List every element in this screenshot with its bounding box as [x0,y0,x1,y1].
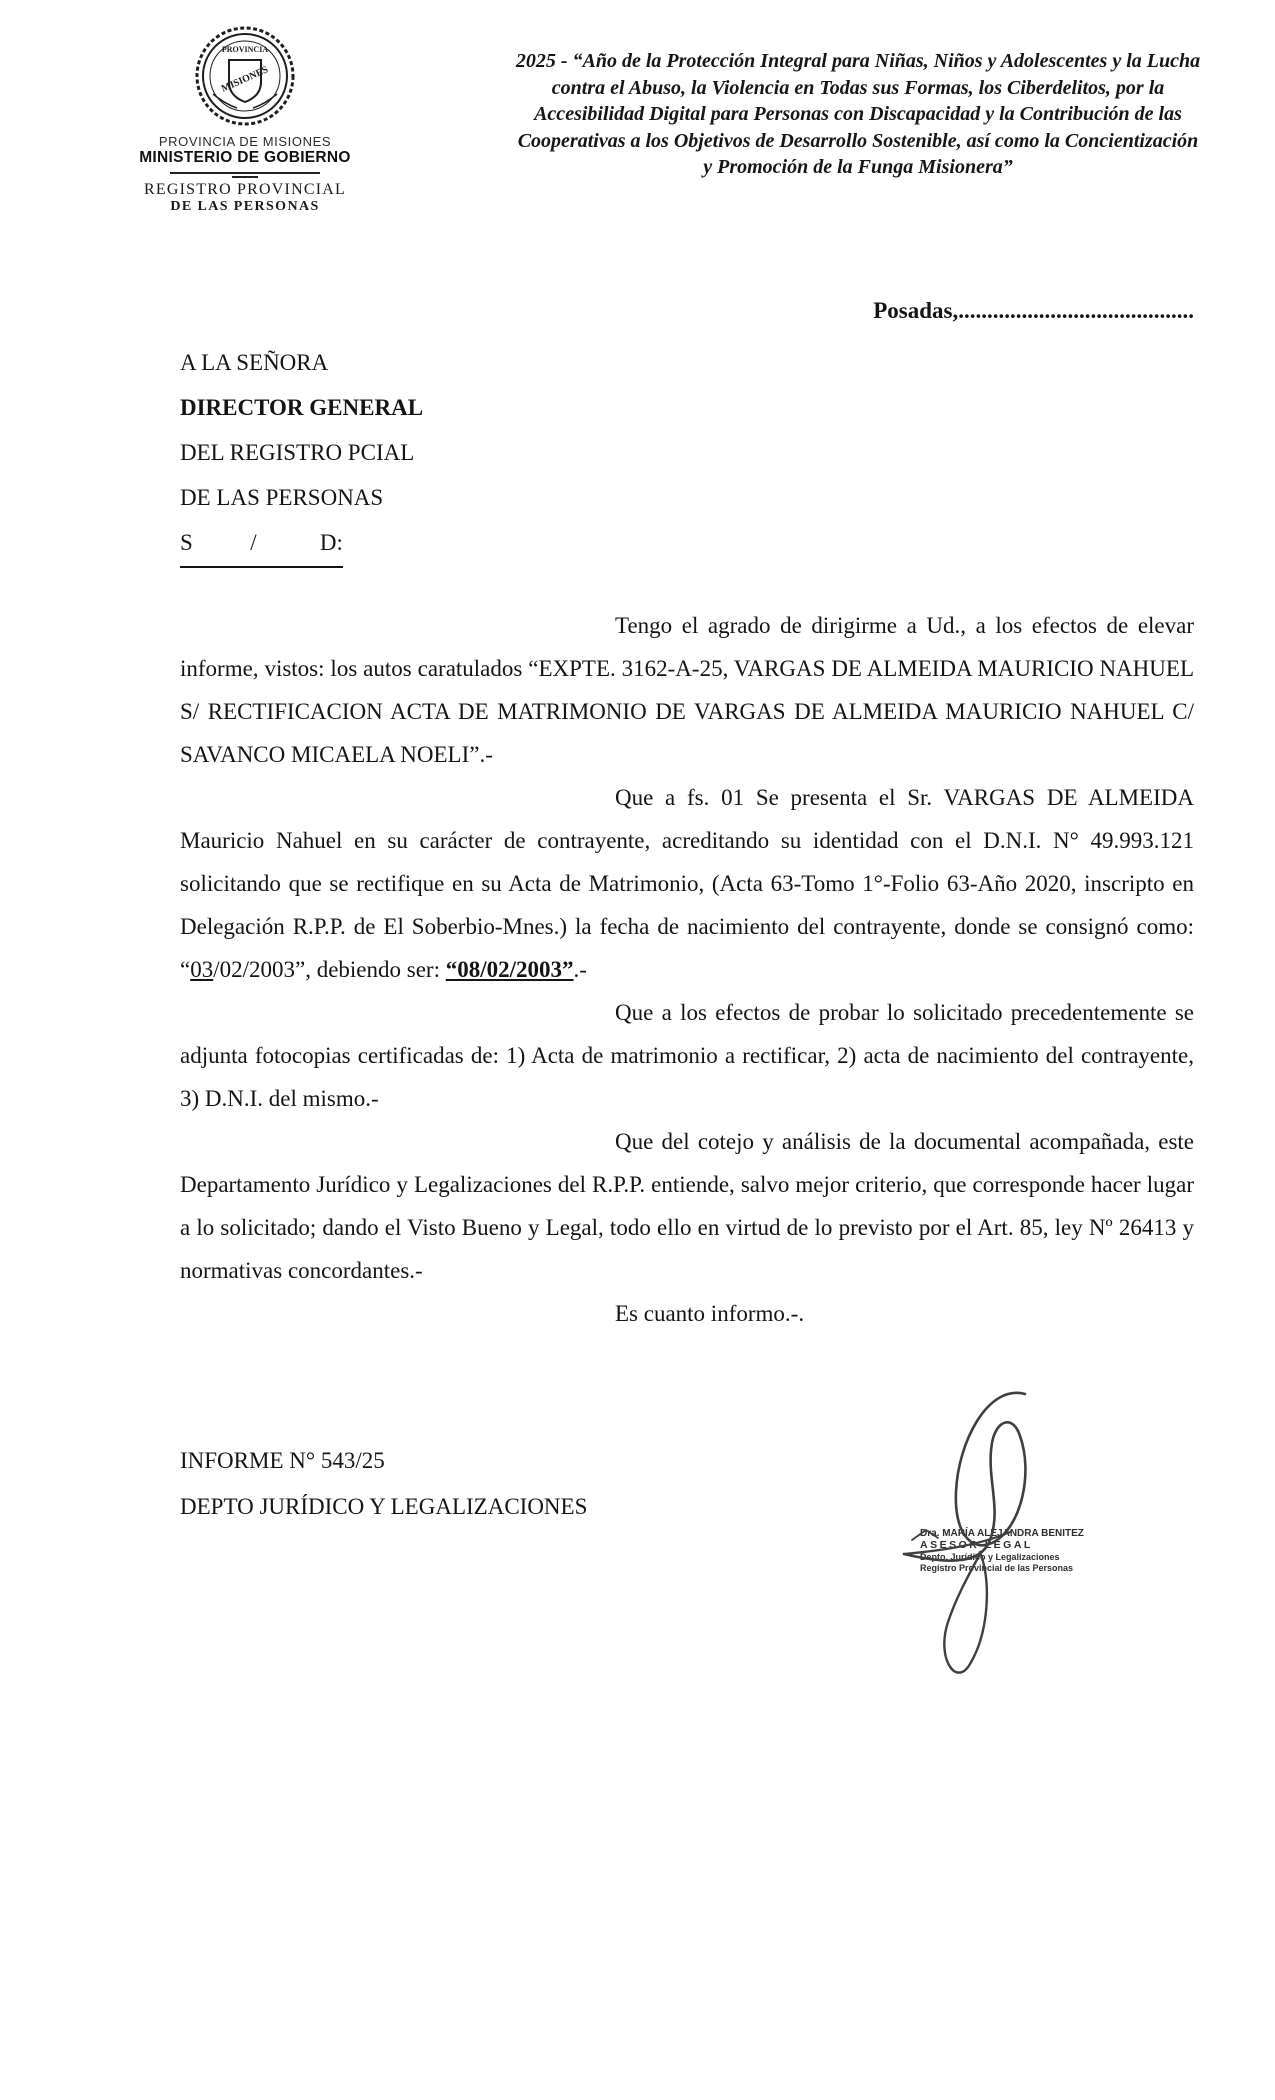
stamp-organization: Registro Provincial de las Personas [920,1563,1074,1573]
stamp-department: Depto. Jurídico y Legalizaciones [920,1552,1060,1562]
footer-block [180,1438,587,1530]
paragraph-presentation [180,776,1194,991]
department-line: DEPTO JURÍDICO Y LEGALIZACIONES [180,1494,588,1519]
paragraph-evidence [180,991,1194,1120]
closing-line [180,1292,1194,1335]
addressee-line-2: DIRECTOR GENERAL [180,395,424,420]
seal-text-misiones: MISIONES [219,64,270,95]
letterhead-divider [170,172,320,178]
paragraph-intro [180,604,1194,776]
registry-name-line1: REGISTRO PROVINCIAL [144,181,346,198]
paragraph-presentation-text: Que a fs. 01 Se presenta el Sr. VARGAS DE ALMEIDA Mauricio Nahuel en su carácter de contrayente, acreditando su identidad con el D.N.I. N° 49.993.121 solicitando que se rectifique en su Acta de Matrimonio, (Acta 63-Tomo 1°-Folio 63-Año 2020, inscripto en Delegación R.P.P. de El Soberbio-Mnes.) la fecha de nacimiento del contrayente, donde se consignó como: “ [180,785,1194,982]
paragraph-evidence-text: Que a los efectos de probar lo solicitado precedentemente se adjunta fotocopias certificadas de: 1) Acta de matrimonio a rectificar, 2) acta de nacimiento del contrayente, 3) D.N.I. del mismo.- [180,1000,1194,1111]
addressee-line-4: DE LAS PERSONAS [180,485,384,510]
stamp-title: ASESOR LEGAL [920,1539,1033,1551]
letter-body [180,604,1194,1335]
letterhead-logo-block [120,24,370,215]
corrected-date: “08/02/2003” [445,957,574,982]
old-date-day: 03 [190,957,214,982]
stamp-name: Dra. MARÍA ALEJANDRA BENITEZ [920,1528,1084,1539]
informe-number: INFORME N° 543/25 [180,1448,385,1473]
paragraph-opinion [180,1120,1194,1292]
addressee-line-3: DEL REGISTRO PCIAL [180,440,415,465]
province-name: PROVINCIA DE MISIONES [158,134,332,149]
addressee-line-1: A LA SEÑORA [180,350,329,375]
signature-area [868,1380,1118,1700]
registry-name-line2: DE LAS PERSONAS [170,199,320,214]
closing-line-text: Es cuanto informo.-. [615,1301,805,1326]
place-date-line: Posadas,......................................... [873,298,1194,323]
handwritten-signature [868,1380,1118,1700]
addressee-block [180,340,423,568]
paragraph-presentation-end: .- [573,957,587,982]
misiones-provincial-seal-icon [193,24,297,128]
ministry-name: MINISTERIO DE GOBIERNO [139,149,351,166]
seal-text-provincia: PROVINCIA [221,45,269,54]
year-legend: 2025 - “Año de la Protección Integral para Niñas, Niños y Adolescentes y la Lucha contra el Abuso, la Violencia en Todas sus Formas, los Ciberdelitos, por la Accesibilidad Digital para Personas con Discapacidad y la Contribución de las Cooperativas a los Objetivos de Desarrollo Sostenible, así como la Concientización y Promoción de la Funga Misionera” [515,50,1201,178]
salutation-s-d: S / D: [180,520,343,568]
paragraph-opinion-text: Que del cotejo y análisis de la documental acompañada, este Departamento Jurídico y Legalizaciones del R.P.P. entiende, salvo mejor criterio, que corresponde hacer lugar a lo solicitado; dando el Visto Bueno y Legal, todo ello en virtud de lo previsto por el Art. 85, ley Nº 26413 y normativas concordantes.- [180,1129,1194,1283]
old-date-rest: /02/2003”, debiendo ser: [213,957,446,982]
paragraph-intro-text: Tengo el agrado de dirigirme a Ud., a los efectos de elevar informe, vistos: los autos caratulados “EXPTE. 3162-A-25, VARGAS DE ALMEIDA MAURICIO NAHUEL S/ RECTIFICACION ACTA DE MATRIMONIO DE VARGAS DE ALMEIDA MAURICIO NAHUEL C/ SAVANCO MICAELA NOELI”.- [180,613,1194,767]
